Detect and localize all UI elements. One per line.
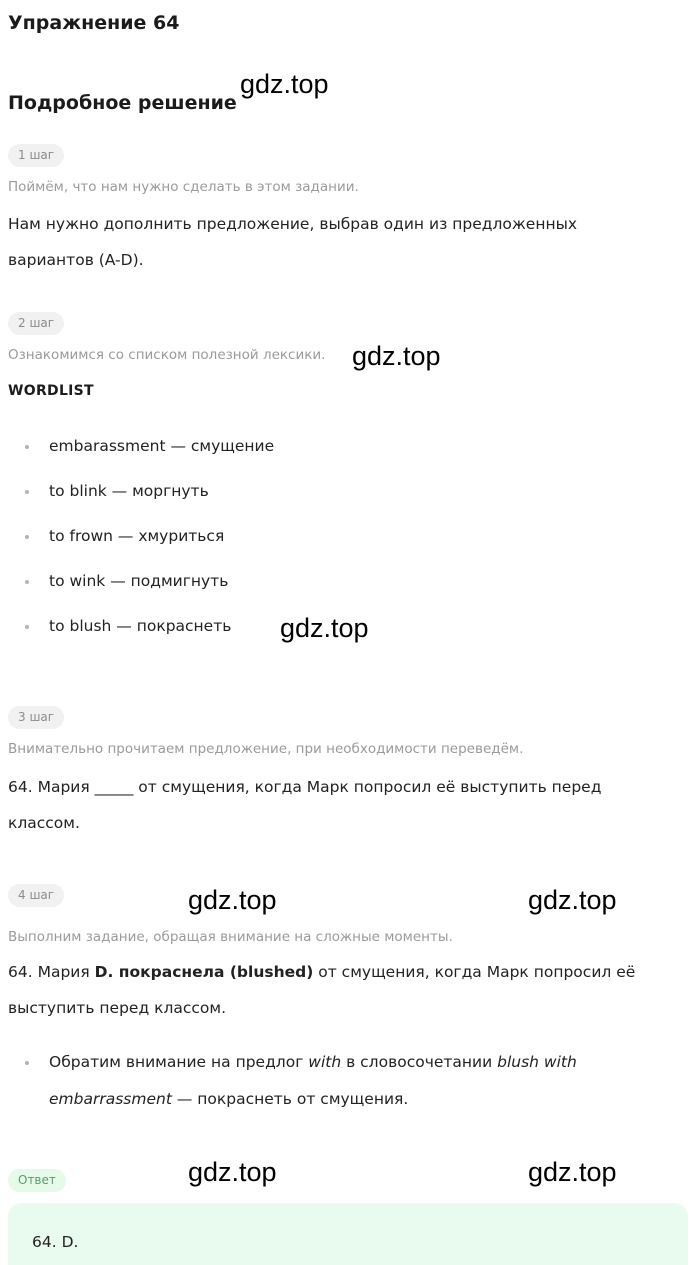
- list-item: to wink — подмигнуть: [20, 563, 274, 608]
- watermark: gdz.top: [528, 885, 617, 915]
- step-4-badge: 4 шаг: [8, 884, 64, 907]
- watermark: gdz.top: [280, 613, 369, 643]
- answer-box: [8, 1203, 688, 1265]
- watermark: gdz.top: [188, 1157, 277, 1187]
- exercise-title: Упражнение 64: [8, 12, 180, 34]
- step-1-text-line1: Нам нужно дополнить предложение, выбрав один из предложенных: [8, 215, 578, 233]
- step-4-text-line2: выступить перед классом.: [8, 999, 226, 1017]
- bullet-dot: [25, 445, 29, 449]
- watermark: gdz.top: [240, 69, 329, 99]
- list-item: to frown — хмуриться: [20, 518, 274, 563]
- step-4-text: [8, 954, 635, 1026]
- step-1-hint: Поймём, что нам нужно сделать в этом задании.: [8, 179, 359, 195]
- grammar-note-line2: embarrassment — покраснеть от смущения.: [49, 1090, 409, 1108]
- step-3-text-line2: классом.: [8, 814, 80, 832]
- answer-badge: Ответ: [8, 1169, 66, 1192]
- step-1-text-line2: вариантов (A-D).: [8, 251, 144, 269]
- bullet-dot: [25, 580, 29, 584]
- list-item: to blink — моргнуть: [20, 473, 274, 518]
- grammar-note: [20, 1044, 680, 1118]
- answer-highlight: D. покраснела (blushed): [94, 963, 314, 981]
- watermark: gdz.top: [188, 885, 277, 915]
- step-1-badge: 1 шаг: [8, 144, 64, 167]
- watermark: gdz.top: [352, 341, 441, 371]
- step-4-hint: Выполним задание, обращая внимание на сложные моменты.: [8, 929, 453, 945]
- bullet-dot: [25, 535, 29, 539]
- list-item: to blush — покраснеть: [20, 608, 274, 653]
- step-3-hint: Внимательно прочитаем предложение, при необходимости переведём.: [8, 741, 524, 757]
- step-2-hint: Ознакомимся со списком полезной лексики.: [8, 347, 326, 363]
- wordlist: [20, 428, 274, 653]
- bullet-dot: [25, 625, 29, 629]
- list-item: embarassment — смущение: [20, 428, 274, 473]
- answer-text: 64. D.: [32, 1233, 79, 1251]
- wordlist-heading: WORDLIST: [8, 383, 94, 399]
- grammar-note-line1: Обратим внимание на предлог with в словосочетании blush with: [49, 1053, 577, 1071]
- watermark: gdz.top: [528, 1157, 617, 1187]
- solution-heading: Подробное решение: [8, 92, 237, 114]
- step-3-badge: 3 шаг: [8, 706, 64, 729]
- step-4-text-line1: 64. Мария D. покраснела (blushed) от смущения, когда Марк попросил её: [8, 963, 636, 981]
- bullet-dot: [25, 1061, 29, 1065]
- step-2-badge: 2 шаг: [8, 312, 64, 335]
- bullet-dot: [25, 490, 29, 494]
- step-3-text-line1: 64. Мария _____ от смущения, когда Марк попросил её выступить перед: [8, 778, 602, 796]
- step-1-text: [8, 206, 577, 278]
- step-3-text: [8, 769, 601, 841]
